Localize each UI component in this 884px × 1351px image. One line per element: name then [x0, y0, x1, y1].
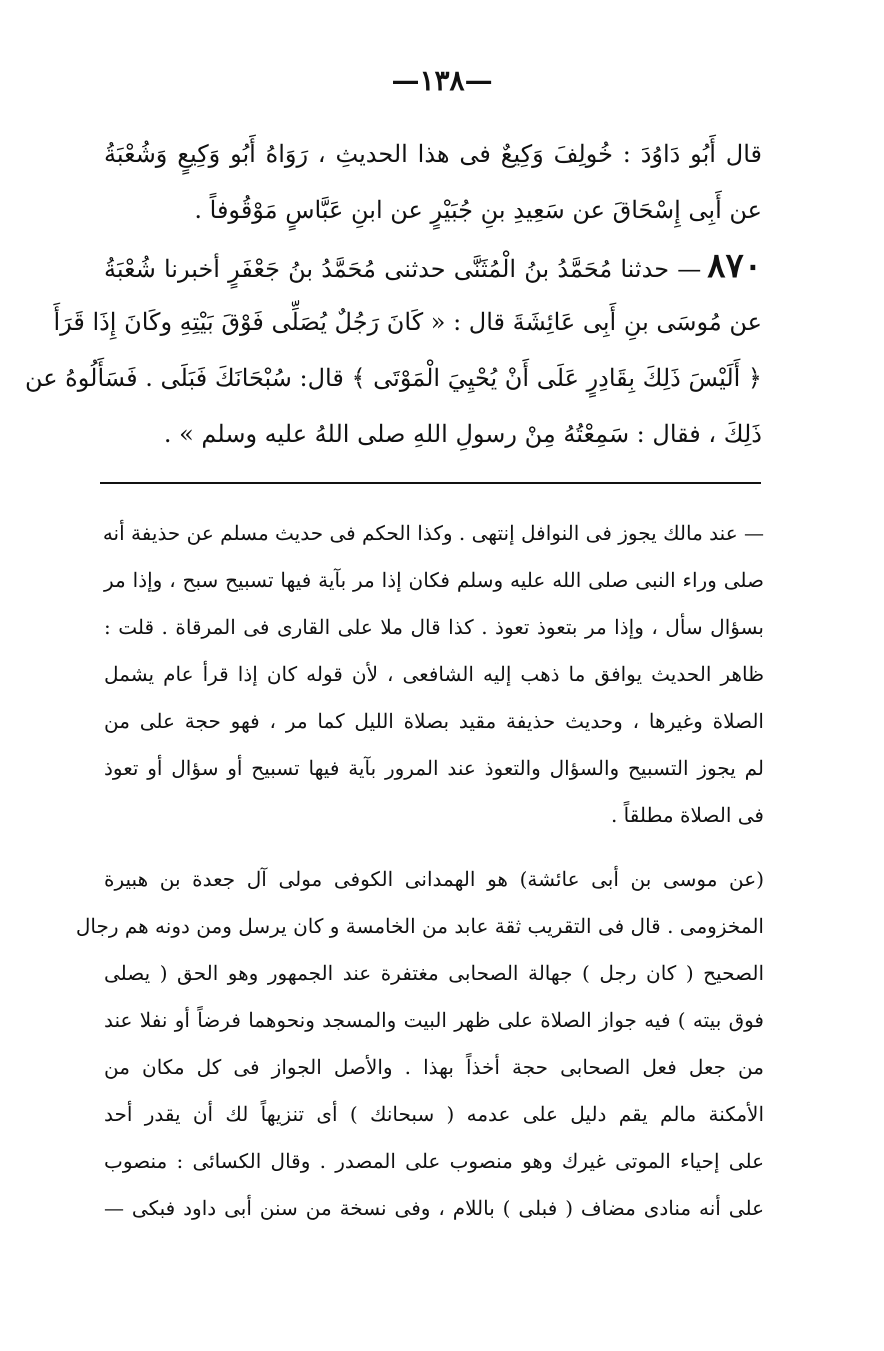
commentary-line: الصلاة وغيرها ، وحديث حذيفة مقيد بصلاة الليل كما مر ، فهو حجة على من — [104, 709, 764, 733]
commentary-line: — عند مالك يجوز فى النوافل إنتهى . وكذا الحكم فى حديث مسلم عن حذيفة أنه — [102, 521, 764, 545]
commentary-block — [104, 510, 764, 839]
commentary-block — [75, 856, 765, 1232]
commentary-line: فوق بيته ) فيه جواز الصلاة على ظهر البيت والمسجد ونحوهما فرضاً أو نفلا عند — [104, 1008, 764, 1032]
hadith-line: عن مُوسَى بنِ أَبِى عَائِشَةَ قال : « كَانَ رَجُلٌ يُصَلِّى فَوْقَ بَيْتِهِ وكَانَ إِذَا قَرَأَ — [53, 308, 762, 336]
hadith-line: — حدثنا مُحَمَّدُ بنُ الْمُثَنَّى حدثنى مُحَمَّدُ بنُ جَعْفَرٍ أخبرنا شُعْبَةُ — [104, 255, 702, 283]
hadith-line: ﴿ أَلَيْسَ ذَلِكَ بِقَادِرٍ عَلَى أَنْ يُحْيِيَ الْمَوْتَى ﴾ قال: سُبْحَانَكَ فَبَلَى . فَسَأَلُوهُ عن — [24, 364, 762, 392]
commentary-line: ظاهر الحديث يوافق ما ذهب إليه الشافعى ، لأن قوله كان إذا قرأ عام يشمل — [104, 662, 764, 686]
hadith-line: عن أَبِى إِسْحَاقَ عن سَعِيدِ بنِ جُبَيْرٍ عن ابنِ عَبَّاسٍ مَوْقُوفاً . — [194, 196, 762, 224]
commentary-line: فى الصلاة مطلقاً . — [610, 803, 764, 827]
hadith-line-numbered — [104, 238, 762, 294]
hadith-number: ٨٧٠ — [707, 246, 762, 286]
hadith-line: قال أَبُو دَاوُدَ : خُولِفَ وَكِيعٌ فى هذا الحديثِ ، رَوَاهُ أَبُو وَكِيعٍ وَشُعْبَةُ — [104, 140, 762, 168]
commentary-line: المخزومى . قال فى التقريب ثقة عابد من الخامسة و كان يرسل ومن دونه هم رجال — [75, 914, 764, 938]
commentary-line: (عن موسى بن أبى عائشة) هو الهمدانى الكوفى مولى آل جعدة بن هبيرة — [104, 867, 764, 891]
commentary-line: الأمكنة مالم يقم دليل على عدمه ( سبحانك ) أى تنزيهاً لك أن يقدر أحد — [104, 1102, 764, 1126]
commentary-line: بسؤال سأل ، وإذا مر بتعوذ تعوذ . كذا قال ملا على القارى فى المرقاة . قلت : — [104, 615, 764, 639]
page-number: —١٣٨— — [391, 64, 493, 97]
commentary-line: على إحياء الموتى غيرك وهو منصوب على المصدر . وقال الكسائى : منصوب — [104, 1149, 764, 1173]
commentary-line: الصحيح ( كان رجل ) جهالة الصحابى مغتفرة عند الجمهور وهو الحق ( يصلى — [104, 961, 765, 985]
footnote-divider — [100, 482, 761, 484]
commentary-line: على أنه منادى مضاف ( فبلى ) باللام ، وفى نسخة من سنن أبى داود فبكى — — [104, 1196, 764, 1220]
commentary-line: من جعل فعل الصحابى حجة أخذاً بهذا . والأصل الجواز فى كل مكان من — [104, 1055, 764, 1079]
commentary-line: صلى وراء النبى صلى الله عليه وسلم فكان إذا مر بآية فيها تسبيح سبح ، وإذا مر — [104, 568, 764, 592]
commentary-line: لم يجوز التسبيح والسؤال والتعوذ عند المرور بآية فيها تسبيح أو سؤال أو تعوذ — [104, 756, 764, 780]
hadith-line: ذَلِكَ ، فقال : سَمِعْتُهُ مِنْ رسولِ اللهِ صلى اللهُ عليه وسلم » . — [163, 420, 762, 448]
hadith-text — [24, 126, 762, 462]
